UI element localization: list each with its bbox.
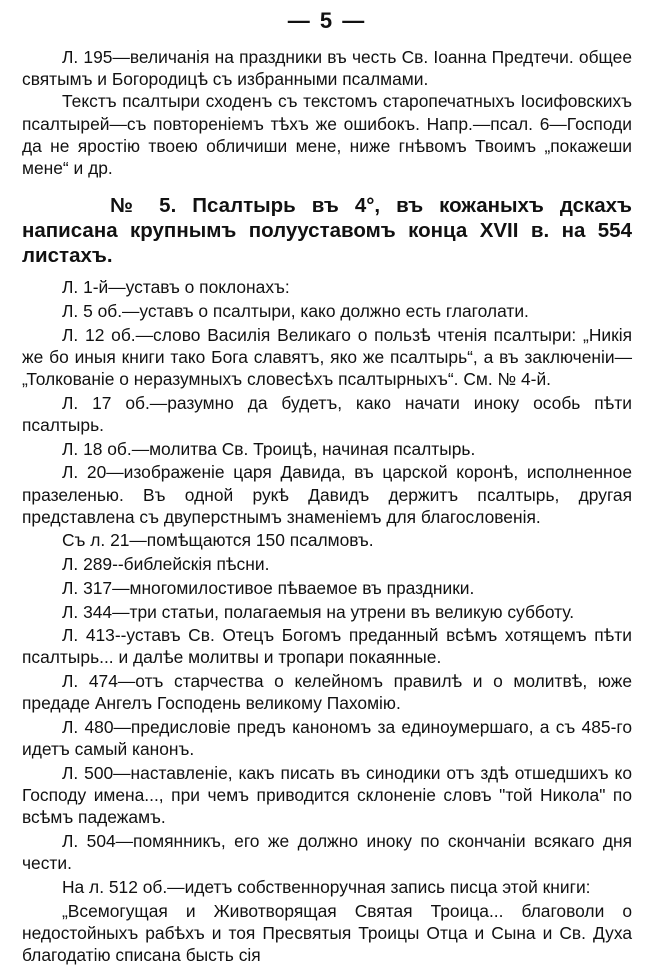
list-item: Л. 317—многомилостивое пѣваемое въ праздники. bbox=[62, 577, 475, 598]
list-item: Л. 500—наставленіе, какъ писать въ синодики отъ здѣ отшедшихъ ко Господу имена..., при чемъ приводится склоненіе словъ "той Никола" по всѣмъ падежамъ. bbox=[22, 762, 632, 828]
list-item: Л. 18 об.—молитва Св. Троицѣ, начиная псалтырь. bbox=[62, 438, 476, 459]
entry-list bbox=[22, 276, 632, 966]
list-item: Л. 504—помянникъ, его же должно иноку по скончаніи всякаго дня чести. bbox=[22, 831, 632, 874]
list-item: Л. 12 об.—слово Василія Великаго о пользѣ чтенія псалтыри: „Никія же бо иныя книги тако Бога славятъ, яко же псалтырь“, а въ заключеніи—„Толкованіе о неразумныхъ словесѣхъ псалтырныхъ“. См. № 4-й. bbox=[22, 324, 632, 390]
list-item: Л. 474—отъ старчества о келейномъ правилѣ и о молитвѣ, юже предаде Ангелъ Господень великому Пахомію. bbox=[22, 671, 632, 714]
list-item: Л. 1-й—уставъ о поклонахъ: bbox=[62, 277, 290, 298]
intro-paragraph-2: Текстъ псалтыри сходенъ съ текстомъ старопечатныхъ Іосифовскихъ псалтырей—съ повтореніемъ тѣхъ же ошибокъ. Напр.—псал. 6—Господи да не яростію твоею обличиши мене, ниже гнѣвомъ Твоимъ „покажеши мене“ и др. bbox=[22, 91, 632, 179]
list-item: Л. 413--уставъ Св. Отецъ Богомъ преданный всѣмъ хотящемъ пѣти псалтырь... и далѣе молитвы и тропари покаянные. bbox=[22, 625, 632, 668]
section-heading: № 5. Псалтырь въ 4°, въ кожаныхъ дскахъ написана крупнымъ полууставомъ конца XVII в. на 554 листахъ. bbox=[22, 194, 632, 268]
list-item: Л. 5 об.—уставъ о псалтыри, како должно есть глаголати. bbox=[62, 300, 529, 321]
list-item: Л. 20—изображеніе царя Давида, въ царской коронѣ, исполненное празеленью. Въ одной рукѣ Давидъ держитъ псалтырь, другая представлена съ двуперстнымъ знаменіемъ для благословенія. bbox=[22, 462, 632, 527]
scribe-quote: „Всемогущая и Животворящая Святая Троица... благоволи о недостойныхъ рабѣхъ и тоя Пресвятыя Троицы Отца и Сына и Св. Духа благодатію списана бысть сія bbox=[22, 900, 632, 966]
list-item: На л. 512 об.—идетъ собственноручная запись писца этой книги: bbox=[62, 877, 591, 897]
list-item: Л. 344—три статьи, полагаемыя на утрени въ великую субботу. bbox=[62, 601, 575, 622]
list-item: Л. 480—предисловіе предъ канономъ за единоумершаго, а съ 485-го идетъ самый канонъ. bbox=[22, 717, 632, 760]
list-item: Л. 289--библейскія пѣсни. bbox=[62, 554, 270, 575]
intro-paragraph-1: Л. 195—величанія на праздники въ честь Св. Іоанна Предтечи. общее святымъ и Богородицѣ съ избранными псалмами. bbox=[22, 47, 632, 90]
page-number: — 5 — bbox=[287, 8, 367, 33]
list-item: Съ л. 21—помѣщаются 150 псалмовъ. bbox=[62, 530, 374, 551]
list-item: Л. 17 об.—разумно да будетъ, како начати иноку особь пѣти псалтырь. bbox=[22, 392, 632, 435]
